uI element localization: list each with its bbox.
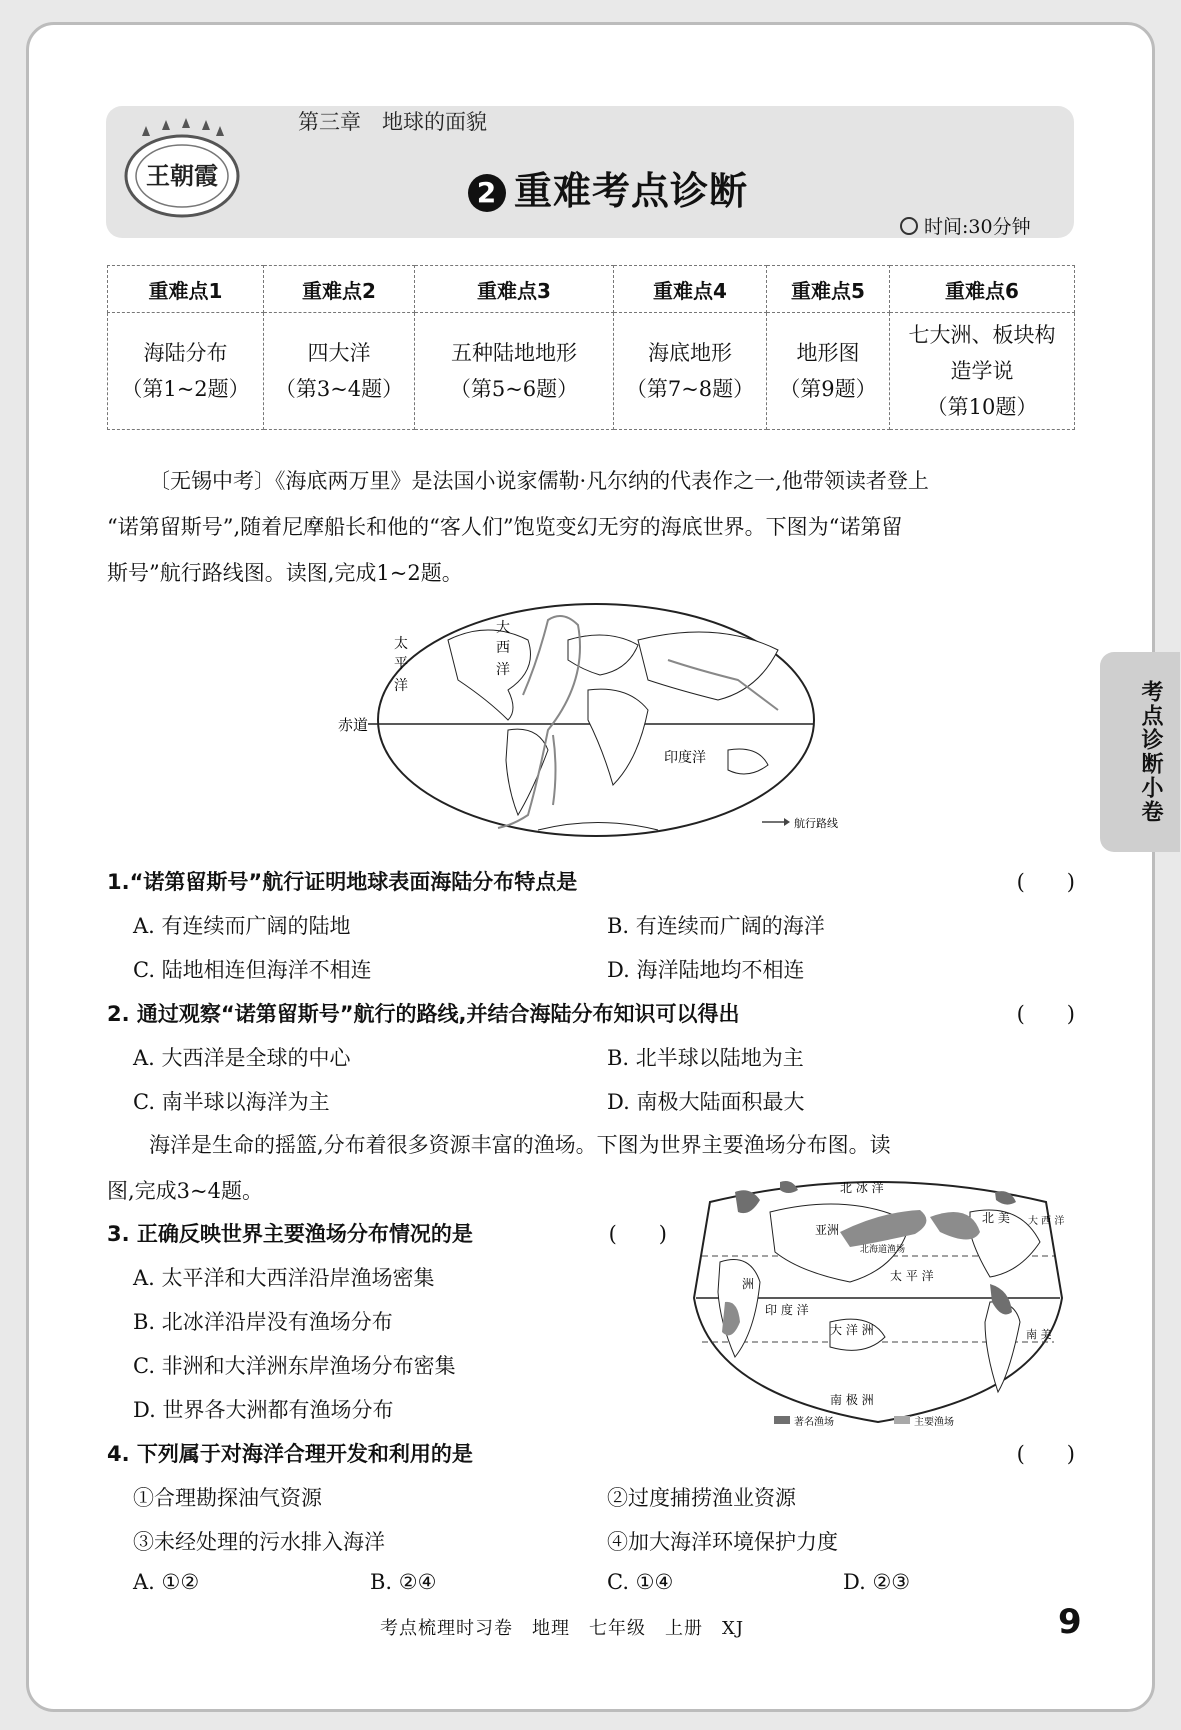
label-atlantic: 大 — [496, 620, 510, 636]
svg-text:西: 西 — [496, 640, 510, 656]
svg-text:洋: 洋 — [394, 678, 408, 694]
svg-text:平: 平 — [394, 656, 408, 672]
label-hokkaido: 北海道渔场 — [860, 1245, 906, 1255]
svg-text:洋: 洋 — [496, 662, 510, 678]
intro-paragraph-2: 海洋是生命的摇篮,分布着很多资源丰富的渔场。下图为世界主要渔场分布图。读 图,完成3~4题。 — [107, 1133, 891, 1203]
statement-1: ①合理勘探油气资源 — [133, 1486, 322, 1510]
footer-text: 考点梳理时习卷 地理 七年级 上册 XJ — [380, 1618, 745, 1639]
table-cell: 海底地形 （第7~8题） — [614, 313, 767, 430]
legend-main: 主要渔场 — [914, 1417, 954, 1428]
label-pacific: 太 — [394, 636, 408, 652]
question-1: 1.“诺第留斯号”航行证明地球表面海陆分布特点是 ( ) — [107, 866, 1075, 896]
table-header: 重难点1 — [108, 266, 264, 313]
publisher-logo — [112, 118, 252, 224]
section-title-text: 重难考点诊断 — [514, 169, 749, 213]
chapter-title: 第三章 地球的面貌 — [298, 110, 487, 134]
time-limit — [900, 212, 1031, 239]
label-oceania: 大 洋 洲 — [830, 1323, 874, 1337]
label-atlantic: 大 西 洋 — [1028, 1216, 1065, 1227]
label-north-america: 北 美 — [982, 1211, 1010, 1225]
table-cell: 五种陆地地形 （第5~6题） — [415, 313, 614, 430]
answer-blank: ( ) — [1016, 870, 1075, 894]
question-3: 3. 正确反映世界主要渔场分布情况的是 ( ) — [107, 1218, 667, 1248]
label-asia: 亚洲 — [815, 1223, 840, 1237]
fishing-ground — [780, 1181, 798, 1193]
section-number: 2 — [468, 174, 506, 212]
svg-text:王朝霞: 王朝霞 — [146, 162, 218, 190]
statement-4: ④加大海洋环境保护力度 — [607, 1530, 838, 1554]
voyage-route-map — [338, 600, 850, 840]
section-title — [468, 160, 748, 215]
page-number: 9 — [1058, 1602, 1082, 1642]
question-2: 2. 通过观察“诺第留斯号”航行的路线,并结合海陆分布知识可以得出 ( ) — [107, 998, 1075, 1028]
label-africa: 洲 — [742, 1277, 755, 1291]
table-header: 重难点3 — [415, 266, 614, 313]
option-c: C. 非洲和大洋洲东岸渔场分布密集 — [133, 1354, 456, 1378]
table-header: 重难点4 — [614, 266, 767, 313]
option-a: A. 大西洋是全球的中心 — [133, 1046, 351, 1070]
option-d: D. 世界各大洲都有渔场分布 — [133, 1398, 394, 1422]
statement-3: ③未经处理的污水排入海洋 — [133, 1530, 385, 1554]
option-c: C. ①④ — [607, 1570, 674, 1594]
legend-famous: 著名渔场 — [794, 1417, 834, 1428]
intro-paragraph-1: 〔无锡中考〕《海底两万里》是法国小说家儒勒·凡尔纳的代表作之一,他带领读者登上 “诺第留斯号”,随着尼摩船长和他的“客人们”饱览变幻无穷的海底世界。下图为“诺第留 斯号”航行路线图。读图,完成1~2题。 — [107, 469, 929, 585]
statement-2: ②过度捕捞渔业资源 — [607, 1486, 796, 1510]
side-tab: 考点诊断小卷 — [1100, 652, 1180, 852]
question-4: 4. 下列属于对海洋合理开发和利用的是 ( ) — [107, 1438, 1075, 1468]
option-b: B. ②④ — [370, 1570, 437, 1594]
clock-icon — [900, 217, 918, 235]
option-a: A. ①② — [133, 1570, 200, 1594]
option-b: B. 有连续而广阔的海洋 — [607, 914, 825, 938]
label-south-america: 南 美 — [1026, 1328, 1052, 1341]
option-b: B. 北半球以陆地为主 — [607, 1046, 804, 1070]
option-b: B. 北冰洋沿岸没有渔场分布 — [133, 1310, 393, 1334]
label-antarctica: 南 极 洲 — [830, 1393, 874, 1407]
option-c: C. 南半球以海洋为主 — [133, 1090, 330, 1114]
key-points-table — [107, 265, 1075, 430]
answer-blank: ( ) — [608, 1222, 667, 1246]
label-indian-ocean: 印度洋 — [664, 750, 706, 766]
option-d: D. 海洋陆地均不相连 — [607, 958, 805, 982]
option-a: A. 太平洋和大西洋沿岸渔场密集 — [133, 1266, 435, 1290]
table-cell: 四大洋 （第3~4题） — [264, 313, 415, 430]
label-equator: 赤道 — [338, 716, 369, 734]
table-cell: 七大洲、板块构造学说 （第10题） — [890, 313, 1075, 430]
option-d: D. 南极大陆面积最大 — [607, 1090, 805, 1114]
map-legend: 航行路线 — [794, 817, 838, 830]
option-a: A. 有连续而广阔的陆地 — [133, 914, 351, 938]
table-cell: 地形图 （第9题） — [767, 313, 890, 430]
table-header: 重难点2 — [264, 266, 415, 313]
option-d: D. ②③ — [843, 1570, 911, 1594]
label-arctic: 北 冰 洋 — [840, 1181, 884, 1195]
option-c: C. 陆地相连但海洋不相连 — [133, 958, 372, 982]
label-indian: 印 度 洋 — [765, 1303, 809, 1317]
answer-blank: ( ) — [1016, 1002, 1075, 1026]
table-cell: 海陆分布 （第1~2题） — [108, 313, 264, 430]
table-header: 重难点5 — [767, 266, 890, 313]
table-header: 重难点6 — [890, 266, 1075, 313]
fishing-grounds-map — [680, 1172, 1076, 1432]
answer-blank: ( ) — [1016, 1442, 1075, 1466]
time-text: 时间:30分钟 — [924, 216, 1031, 238]
label-pacific: 太 平 洋 — [890, 1269, 934, 1283]
